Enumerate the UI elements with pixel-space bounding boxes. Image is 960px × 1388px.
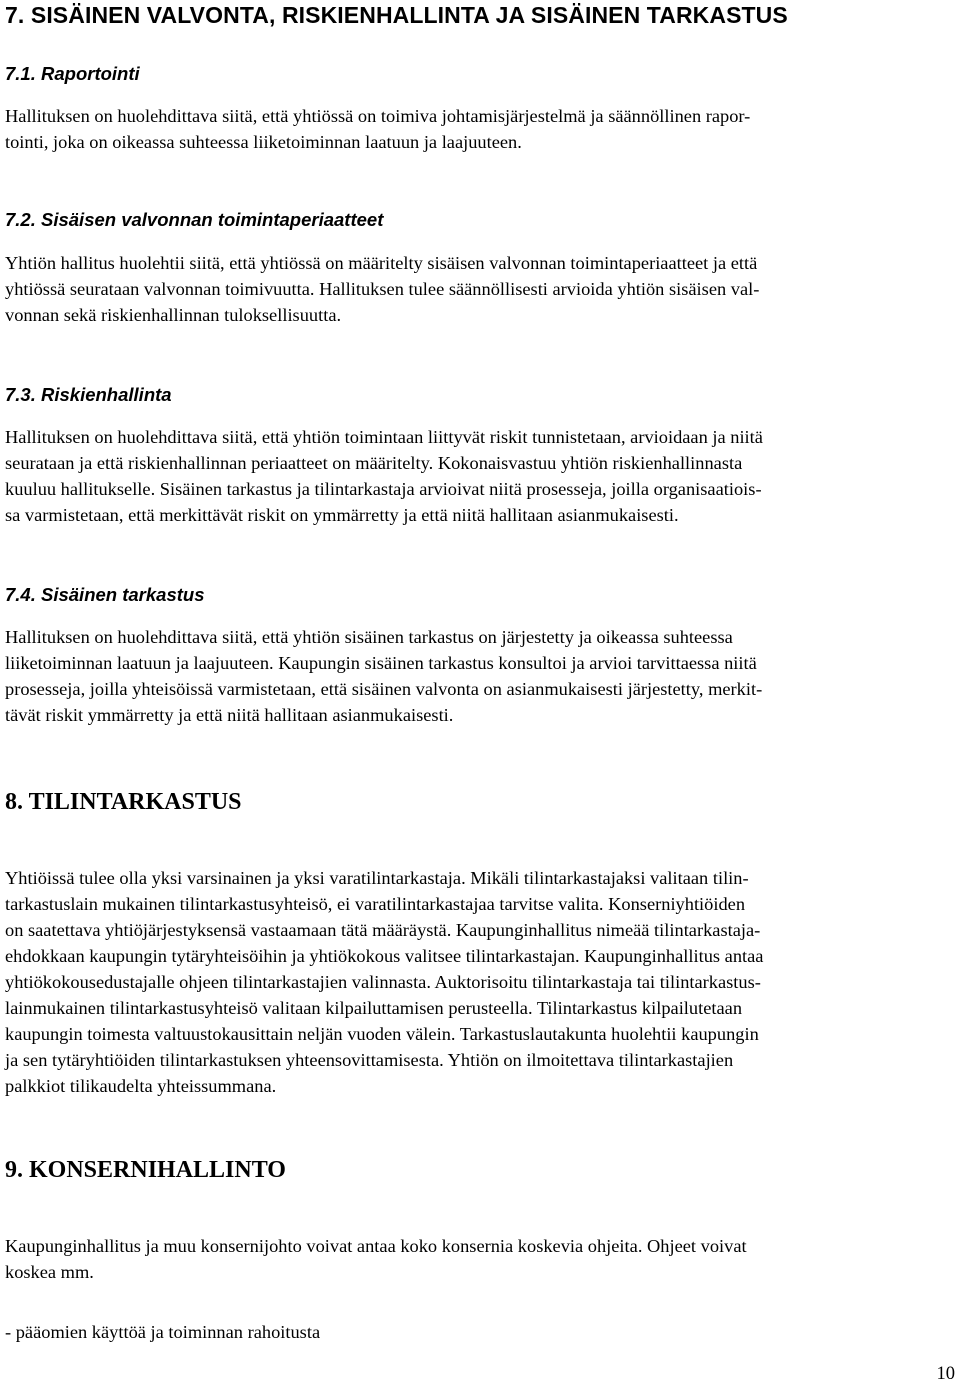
section-7-1-paragraph — [5, 103, 957, 155]
paragraph-line: liiketoiminnan laatuun ja laajuuteen. Kaupungin sisäinen tarkastus konsultoi ja arvioi tarvittaessa niitä — [5, 653, 757, 673]
section-7-1-title: 7.1. Raportointi — [5, 63, 140, 84]
paragraph-line: Hallituksen on huolehdittava siitä, että yhtiön toimintaan liittyvät riskit tunnistetaan, arvioidaan ja niitä — [5, 427, 763, 447]
section-9-bullet: - pääomien käyttöä ja toiminnan rahoitusta — [5, 1322, 321, 1342]
paragraph-line: Yhtiön hallitus huolehtii siitä, että yhtiössä on määritelty sisäisen valvonnan toimintaperiaatteet ja että — [5, 253, 758, 273]
paragraph-line: prosesseja, joilla yhteisöissä varmistetaan, että sisäinen valvonta on asianmukaisesti järjestetty, merkit- — [5, 679, 763, 699]
paragraph-line: Kaupunginhallitus ja muu konsernijohto voivat antaa koko konsernia koskevia ohjeita. Ohjeet voivat — [5, 1236, 747, 1256]
paragraph-line: tointi, joka on oikeassa suhteessa liiketoiminnan laatuun ja laajuuteen. — [5, 132, 522, 152]
section-7-heading: 7. SISÄINEN VALVONTA, RISKIENHALLINTA JA SISÄINEN TARKASTUS — [5, 2, 788, 28]
paragraph-line: sa varmistetaan, että merkittävät riskit on ymmärretty ja että niitä hallitaan asianmukaisesti. — [5, 505, 679, 525]
section-9-paragraph — [5, 1233, 957, 1285]
paragraph-line: yhtiössä seurataan valvonnan toimivuutta. Hallituksen tulee säännöllisesti arvioida yhtiön sisäisen val- — [5, 279, 760, 299]
section-7-4-paragraph — [5, 624, 957, 728]
paragraph-line: ehdokkaan kaupungin tytäryhteisöihin ja yhtiökokous valitsee tilintarkastajan. Kaupunginhallitus antaa — [5, 946, 764, 966]
paragraph-line: koskea mm. — [5, 1262, 94, 1282]
page-number: 10 — [936, 1364, 955, 1384]
paragraph-line: on saatettava yhtiöjärjestyksensä vastaamaan tätä määräystä. Kaupunginhallitus nimeää tilintarkastaja- — [5, 920, 761, 940]
paragraph-line: ja sen tytäryhtiöiden tilintarkastuksen yhteensovittamisesta. Yhtiön on ilmoitettava tilintarkastajien — [5, 1050, 734, 1070]
paragraph-line: lainmukainen tilintarkastusyhteisö valitaan kilpailuttamisen perusteella. Tilintarkastus kilpailutetaan — [5, 998, 743, 1018]
section-9-title: 9. KONSERNIHALLINTO — [5, 1157, 286, 1183]
paragraph-line: Hallituksen on huolehdittava siitä, että yhtiön sisäinen tarkastus on järjestetty ja oikeassa suhteessa — [5, 627, 733, 647]
paragraph-line: seurataan ja että riskienhallinnan periaatteet on määritelty. Kokonaisvastuu yhtiön riskienhallinnasta — [5, 453, 743, 473]
paragraph-line: tävät riskit ymmärretty ja että niitä hallitaan asianmukaisesti. — [5, 705, 454, 725]
paragraph-line: yhtiökokousedustajalle ohjeen tilintarkastajien valinnasta. Auktorisoitu tilintarkastaja tai tilintarkastus- — [5, 972, 761, 992]
paragraph-line: kuuluu hallitukselle. Sisäinen tarkastus ja tilintarkastaja arvioivat niitä prosesseja, joilla organisaatiois- — [5, 479, 762, 499]
section-7-4-title: 7.4. Sisäinen tarkastus — [5, 584, 205, 605]
section-7-2-paragraph — [5, 250, 957, 328]
paragraph-line: tarkastuslain mukainen tilintarkastusyhteisö, ei varatilintarkastajaa tarvitse valita. Konserniyhtiöiden — [5, 894, 746, 914]
section-8-paragraph — [5, 865, 957, 1099]
section-7-3-title: 7.3. Riskienhallinta — [5, 384, 172, 405]
paragraph-line: Yhtiöissä tulee olla yksi varsinainen ja yksi varatilintarkastaja. Mikäli tilintarkastajaksi valitaan tilin- — [5, 868, 749, 888]
section-8-title: 8. TILINTARKASTUS — [5, 789, 242, 815]
section-7-2-title: 7.2. Sisäisen valvonnan toimintaperiaatteet — [5, 209, 384, 230]
paragraph-line: vonnan sekä riskienhallinnan tuloksellisuutta. — [5, 305, 342, 325]
section-7-3-paragraph — [5, 424, 957, 528]
paragraph-line: palkkiot tilikaudelta yhteissummana. — [5, 1076, 277, 1096]
paragraph-line: Hallituksen on huolehdittava siitä, että yhtiössä on toimiva johtamisjärjestelmä ja säännöllinen rapor- — [5, 106, 751, 126]
paragraph-line: kaupungin toimesta valtuustokausittain neljän vuoden välein. Tarkastuslautakunta huolehtii kaupungin — [5, 1024, 759, 1044]
